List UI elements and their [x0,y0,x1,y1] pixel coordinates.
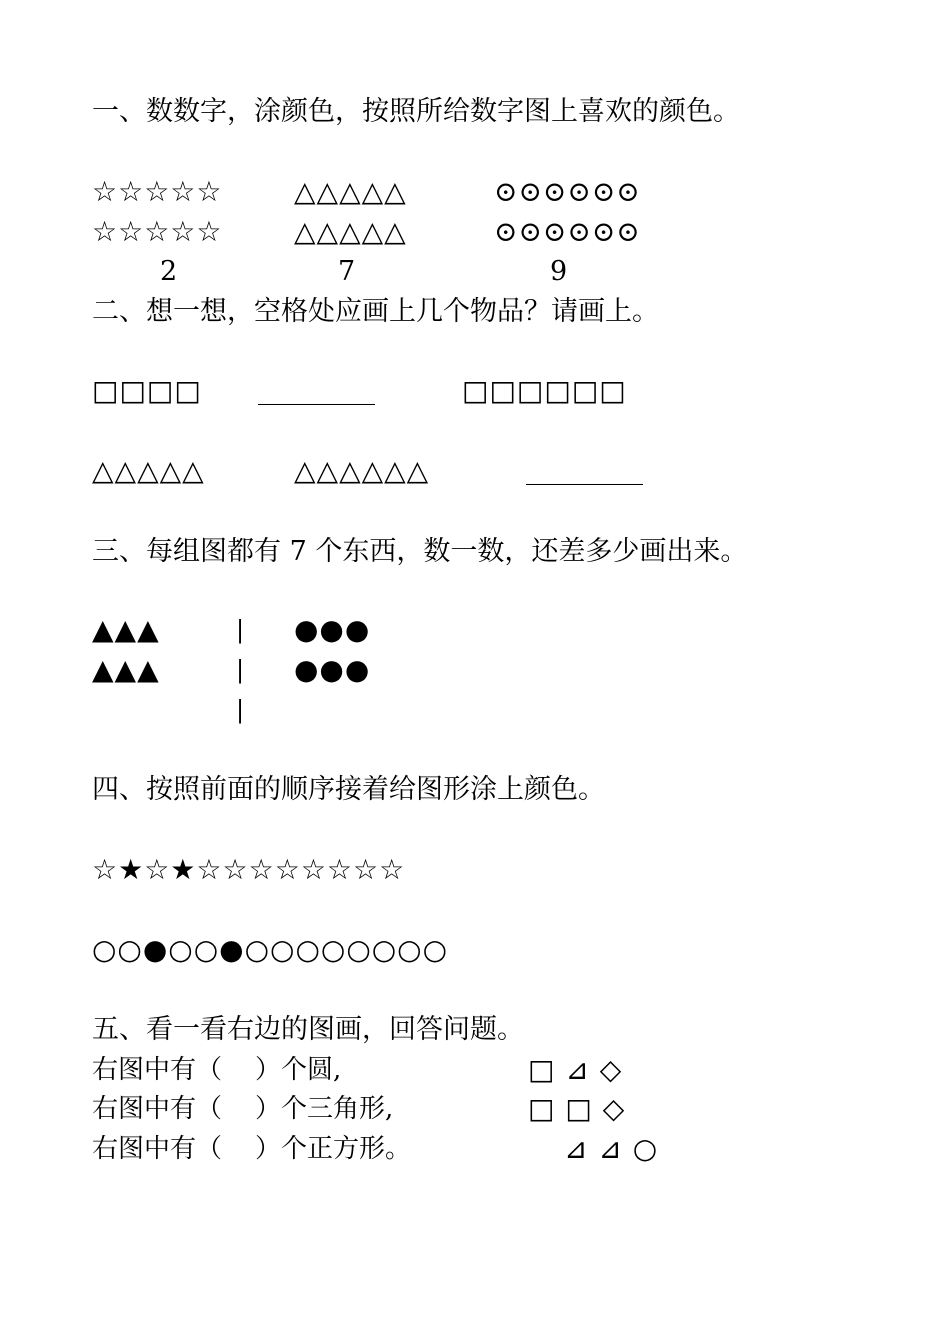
question-circles: 右图中有（ ）个圆, [92,1055,342,1085]
star-group-row2: ☆☆☆☆☆ [92,215,223,248]
shape-figure-row2: □ □ ◇ [528,1092,626,1125]
square-group-left: □□□□ [92,374,202,407]
star-group-row1: ☆☆☆☆☆ [92,175,223,208]
shape-figure-row3: ⊿ ⊿ ○ [564,1132,659,1165]
section5-heading: 五、看一看右边的图画，回答问题。 [92,1014,524,1045]
number-label-stars: 2 [160,256,178,287]
triangle-group-row2: △△△△△ [294,215,407,248]
filled-dot-row1: ●●● [294,613,371,646]
filled-triangle-row2: ▲▲▲ [92,653,160,686]
star-pattern-row: ☆★☆★☆☆☆☆☆☆☆☆ [92,853,406,886]
group-divider-row2: | [236,656,245,684]
circle-pattern-row: ○○●○○●○○○○○○○○ [92,933,449,966]
filled-dot-row2: ●●● [294,653,371,686]
answer-blank-2[interactable]: _________ [526,456,643,486]
dot-group-row1: ⊙⊙⊙⊙⊙⊙ [494,175,641,208]
group-divider-row1: | [236,616,245,644]
group-divider-row3: | [236,696,245,724]
section1-heading: 一、数数字，涂颜色，按照所给数字图上喜欢的颜色。 [92,96,740,127]
triangle-group-middle: △△△△△△ [294,454,430,487]
triangle-group-row1: △△△△△ [294,175,407,208]
shape-figure-row1: □ ⊿ ◇ [528,1053,623,1086]
triangle-group-left: △△△△△ [92,454,205,487]
dot-group-row2: ⊙⊙⊙⊙⊙⊙ [494,215,641,248]
section3-heading: 三、每组图都有 7 个东西，数一数，还差多少画出来。 [92,536,748,567]
filled-triangle-row1: ▲▲▲ [92,613,160,646]
section2-heading: 二、想一想，空格处应画上几个物品？请画上。 [92,296,659,327]
number-label-triangles: 7 [338,256,356,287]
number-label-dots: 9 [550,256,568,287]
section4-heading: 四、按照前面的顺序接着给图形涂上颜色。 [92,774,605,805]
square-group-right: □□□□□□ [462,374,627,407]
question-triangles: 右图中有（ ）个三角形, [92,1094,394,1124]
answer-blank-1[interactable]: _________ [258,376,375,406]
question-squares: 右图中有（ ）个正方形。 [92,1134,412,1164]
